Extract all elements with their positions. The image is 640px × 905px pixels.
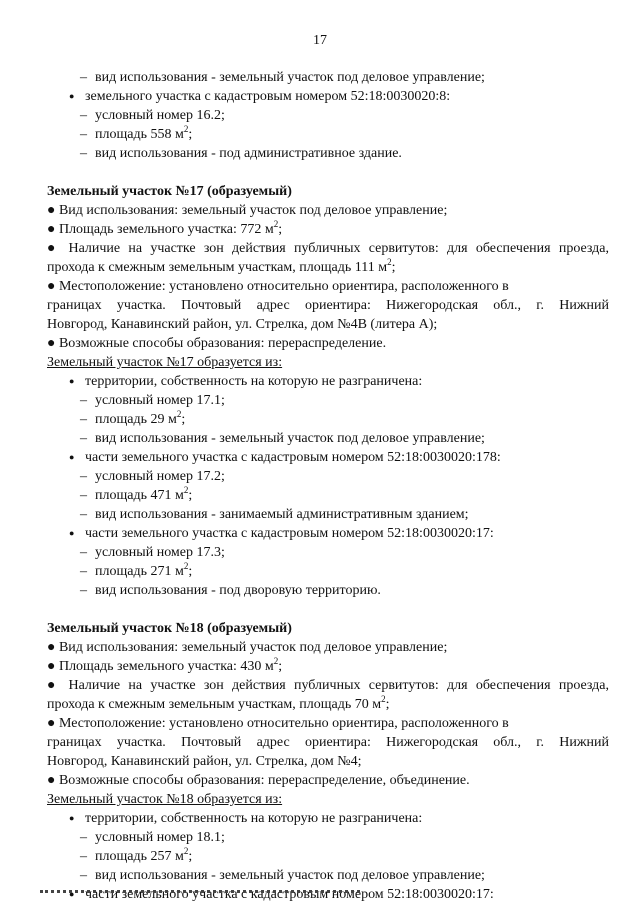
paragraph: прохода к смежным земельным участкам, площадь 70 $м^2$; <box>47 694 390 712</box>
paragraph: прохода к смежным земельным участкам, площадь 111 $м^2$; <box>47 257 396 275</box>
list-item: – условный номер 16.2; <box>80 108 225 123</box>
list-item: – площадь 29 $м^2$; <box>80 409 186 427</box>
list-item: ● части земельного участка с кадастровым номером 52:18:0030020:17: <box>47 885 609 904</box>
paragraph: ● Местоположение: установлено относительно ориентира, расположенного в <box>47 716 509 731</box>
paragraph: ● Площадь земельного участка: 772 $м^2$; <box>47 219 283 237</box>
list-item: – площадь 558 $м^2$; <box>80 124 193 142</box>
paragraph: ● Местоположение: установлено относительно ориентира, расположенного в <box>47 279 509 294</box>
paragraph: ● Возможные способы образования: перераспределение, объединение. <box>47 773 470 788</box>
list-item: ● территории, собственность на которую не разграничена: <box>47 372 609 391</box>
section-heading: Земельный участок №17 (образуемый) <box>47 184 292 199</box>
list-item: – площадь 271 $м^2$; <box>80 561 193 579</box>
paragraph: границах участка. Почтовый адрес ориентира: Нижегородская обл., г. Нижний <box>47 735 609 750</box>
list-item: ● земельного участка с кадастровым номером 52:18:0030020:8: <box>47 87 609 106</box>
list-item: – вид использования - земельный участок под деловое управление; <box>80 431 485 446</box>
page-number: 17 <box>313 33 327 48</box>
list-item: – условный номер 18.1; <box>80 830 225 845</box>
paragraph: ● Площадь земельного участка: 430 $м^2$; <box>47 656 283 674</box>
paragraph: границах участка. Почтовый адрес ориентира: Нижегородская обл., г. Нижний <box>47 298 609 313</box>
paragraph: Новгород, Канавинский район, ул. Стрелка, дом №4В (литера А); <box>47 317 438 332</box>
paragraph: ● Наличие на участке зон действия публичных сервитутов: для обеспечения проезда, <box>47 241 609 256</box>
list-item: ● части земельного участка с кадастровым номером 52:18:0030020:17: <box>47 524 609 543</box>
list-item: – вид использования - под дворовую территорию. <box>80 583 381 598</box>
list-item: – площадь 257 $м^2$; <box>80 846 193 864</box>
paragraph: ● Вид использования: земельный участок под деловое управление; <box>47 203 448 218</box>
list-item: – условный номер 17.3; <box>80 545 225 560</box>
section-heading: Земельный участок №18 (образуемый) <box>47 621 292 636</box>
list-item: – вид использования - под административное здание. <box>80 146 402 161</box>
subheading: Земельный участок №18 образуется из: <box>47 792 283 807</box>
list-item: – вид использования - земельный участок под деловое управление; <box>80 70 485 85</box>
list-item: – площадь 471 $м^2$; <box>80 485 193 503</box>
list-item: – условный номер 17.2; <box>80 469 225 484</box>
list-item: – вид использования - занимаемый административным зданием; <box>80 507 469 522</box>
scan-artifact-line <box>40 890 360 893</box>
list-item: – условный номер 17.1; <box>80 393 225 408</box>
document-body <box>47 68 609 904</box>
subheading: Земельный участок №17 образуется из: <box>47 355 283 370</box>
list-item: ● части земельного участка с кадастровым номером 52:18:0030020:178: <box>47 448 609 467</box>
paragraph: ● Наличие на участке зон действия публичных сервитутов: для обеспечения проезда, <box>47 678 609 693</box>
paragraph: Новгород, Канавинский район, ул. Стрелка, дом №4; <box>47 754 362 769</box>
paragraph: ● Возможные способы образования: перераспределение. <box>47 336 387 351</box>
paragraph: ● Вид использования: земельный участок под деловое управление; <box>47 640 448 655</box>
list-item: – вид использования - земельный участок под деловое управление; <box>80 868 485 883</box>
list-item: ● территории, собственность на которую не разграничена: <box>47 809 609 828</box>
